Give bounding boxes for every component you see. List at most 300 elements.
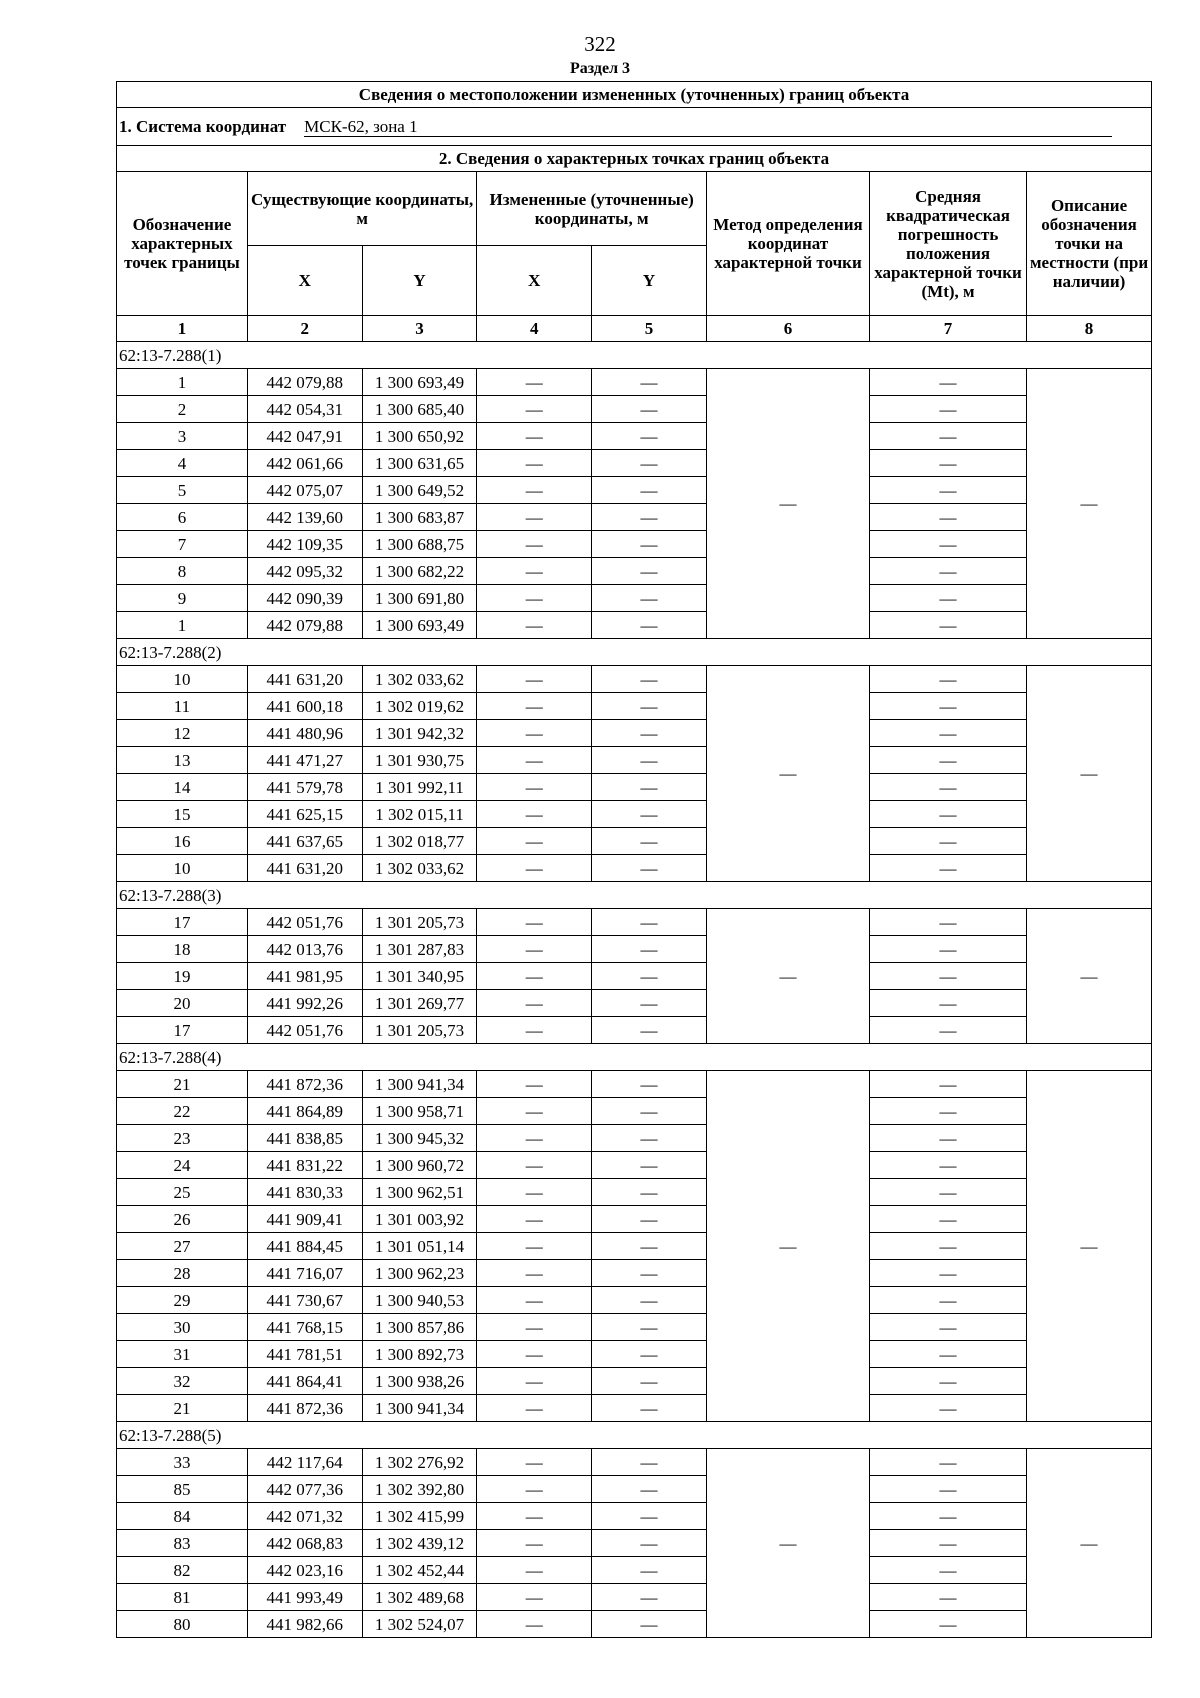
error-cell: —: [870, 1287, 1027, 1314]
table-row: [117, 1125, 1152, 1152]
existing-y: 1 302 019,62: [362, 693, 477, 720]
group-row: [117, 342, 1152, 369]
table-row: [117, 531, 1152, 558]
existing-y: 1 300 649,52: [362, 477, 477, 504]
table-row: [117, 504, 1152, 531]
changed-y: —: [592, 477, 707, 504]
existing-y: 1 300 631,65: [362, 450, 477, 477]
existing-y: 1 302 489,68: [362, 1584, 477, 1611]
existing-y: 1 301 942,32: [362, 720, 477, 747]
existing-y: 1 300 650,92: [362, 423, 477, 450]
error-cell: —: [870, 1368, 1027, 1395]
point-number: 6: [117, 504, 248, 531]
column-number: 5: [592, 316, 707, 342]
changed-x: —: [477, 1017, 592, 1044]
changed-y: —: [592, 1584, 707, 1611]
table-row: [117, 450, 1152, 477]
column-number: 8: [1027, 316, 1152, 342]
changed-x: —: [477, 369, 592, 396]
error-cell: —: [870, 1179, 1027, 1206]
point-number: 82: [117, 1557, 248, 1584]
point-number: 10: [117, 855, 248, 882]
changed-x: —: [477, 1584, 592, 1611]
point-number: 84: [117, 1503, 248, 1530]
changed-y: —: [592, 1341, 707, 1368]
error-cell: —: [870, 936, 1027, 963]
point-number: 1: [117, 369, 248, 396]
changed-x: —: [477, 909, 592, 936]
error-cell: —: [870, 585, 1027, 612]
column-number: 4: [477, 316, 592, 342]
changed-y: —: [592, 801, 707, 828]
error-cell: —: [870, 1071, 1027, 1098]
changed-y: —: [592, 423, 707, 450]
table-row: [117, 1017, 1152, 1044]
table-row: [117, 1476, 1152, 1503]
method-cell: —: [706, 369, 869, 639]
existing-x: 441 981,95: [247, 963, 362, 990]
table-row: [117, 1233, 1152, 1260]
error-cell: —: [870, 531, 1027, 558]
error-cell: —: [870, 396, 1027, 423]
existing-x: 441 864,89: [247, 1098, 362, 1125]
table-row: [117, 1341, 1152, 1368]
changed-x: —: [477, 1611, 592, 1638]
existing-y: 1 300 693,49: [362, 369, 477, 396]
existing-y: 1 300 688,75: [362, 531, 477, 558]
point-number: 2: [117, 396, 248, 423]
error-cell: —: [870, 1341, 1027, 1368]
description-cell: —: [1027, 1071, 1152, 1422]
existing-y: 1 302 439,12: [362, 1530, 477, 1557]
point-number: 20: [117, 990, 248, 1017]
changed-x: —: [477, 693, 592, 720]
point-number: 27: [117, 1233, 248, 1260]
error-cell: —: [870, 369, 1027, 396]
error-cell: —: [870, 1125, 1027, 1152]
changed-y: —: [592, 1098, 707, 1125]
changed-x: —: [477, 801, 592, 828]
point-number: 26: [117, 1206, 248, 1233]
changed-y: —: [592, 666, 707, 693]
table-row: [117, 1287, 1152, 1314]
existing-x: 442 079,88: [247, 369, 362, 396]
existing-x: 441 781,51: [247, 1341, 362, 1368]
changed-x: —: [477, 1125, 592, 1152]
point-number: 32: [117, 1368, 248, 1395]
existing-x: 442 054,31: [247, 396, 362, 423]
column-number: 2: [247, 316, 362, 342]
error-cell: —: [870, 1476, 1027, 1503]
changed-x: —: [477, 666, 592, 693]
group-name: 62:13-7.288(4): [117, 1044, 1152, 1071]
table-row: [117, 585, 1152, 612]
method-cell: —: [706, 1071, 869, 1422]
changed-x: —: [477, 477, 592, 504]
existing-x: 441 730,67: [247, 1287, 362, 1314]
existing-y: 1 300 940,53: [362, 1287, 477, 1314]
changed-y: —: [592, 1125, 707, 1152]
header-mean-square-error: Средняя квадратическая погрешность положения характерной точки (Mt), м: [870, 172, 1027, 316]
table-row: [117, 1503, 1152, 1530]
changed-x: —: [477, 1395, 592, 1422]
table-row: [117, 1179, 1152, 1206]
point-number: 9: [117, 585, 248, 612]
point-number: 11: [117, 693, 248, 720]
existing-y: 1 301 340,95: [362, 963, 477, 990]
header-existing-x: X: [247, 246, 362, 316]
point-number: 7: [117, 531, 248, 558]
existing-y: 1 300 945,32: [362, 1125, 477, 1152]
existing-y: 1 302 018,77: [362, 828, 477, 855]
page-number: 322: [584, 32, 616, 56]
table-row: [117, 1449, 1152, 1476]
changed-x: —: [477, 1098, 592, 1125]
table-row: [117, 477, 1152, 504]
description-cell: —: [1027, 369, 1152, 639]
existing-x: 441 993,49: [247, 1584, 362, 1611]
error-cell: —: [870, 1557, 1027, 1584]
changed-x: —: [477, 1368, 592, 1395]
header-designation: Обозначение характерных точек границы: [117, 172, 248, 316]
existing-x: 441 830,33: [247, 1179, 362, 1206]
existing-x: 442 075,07: [247, 477, 362, 504]
existing-y: 1 300 962,51: [362, 1179, 477, 1206]
existing-y: 1 300 685,40: [362, 396, 477, 423]
existing-x: 442 061,66: [247, 450, 362, 477]
point-number: 13: [117, 747, 248, 774]
changed-y: —: [592, 1179, 707, 1206]
changed-x: —: [477, 855, 592, 882]
changed-x: —: [477, 828, 592, 855]
column-number: 6: [706, 316, 869, 342]
error-cell: —: [870, 558, 1027, 585]
table-row: [117, 1584, 1152, 1611]
point-number: 8: [117, 558, 248, 585]
error-cell: —: [870, 774, 1027, 801]
header-changed-coordinates: Измененные (уточненные) координаты, м: [477, 172, 707, 246]
existing-x: 441 600,18: [247, 693, 362, 720]
error-cell: —: [870, 1260, 1027, 1287]
error-cell: —: [870, 963, 1027, 990]
existing-x: 442 077,36: [247, 1476, 362, 1503]
changed-y: —: [592, 720, 707, 747]
changed-y: —: [592, 1314, 707, 1341]
error-cell: —: [870, 1503, 1027, 1530]
changed-y: —: [592, 774, 707, 801]
existing-x: 442 079,88: [247, 612, 362, 639]
changed-x: —: [477, 1233, 592, 1260]
point-number: 31: [117, 1341, 248, 1368]
section-title: Раздел 3: [569, 60, 631, 77]
changed-x: —: [477, 1287, 592, 1314]
changed-y: —: [592, 990, 707, 1017]
existing-y: 1 302 415,99: [362, 1503, 477, 1530]
existing-y: 1 302 033,62: [362, 855, 477, 882]
changed-y: —: [592, 963, 707, 990]
changed-x: —: [477, 1152, 592, 1179]
changed-y: —: [592, 504, 707, 531]
changed-y: —: [592, 1260, 707, 1287]
error-cell: —: [870, 1233, 1027, 1260]
group-name: 62:13-7.288(5): [117, 1422, 1152, 1449]
point-number: 83: [117, 1530, 248, 1557]
existing-y: 1 302 524,07: [362, 1611, 477, 1638]
error-cell: —: [870, 1206, 1027, 1233]
group-row: [117, 1422, 1152, 1449]
existing-x: 441 579,78: [247, 774, 362, 801]
header-existing-y: Y: [362, 246, 477, 316]
changed-x: —: [477, 1503, 592, 1530]
existing-y: 1 301 269,77: [362, 990, 477, 1017]
point-number: 3: [117, 423, 248, 450]
existing-x: 442 013,76: [247, 936, 362, 963]
changed-y: —: [592, 369, 707, 396]
changed-y: —: [592, 1368, 707, 1395]
group-row: [117, 639, 1152, 666]
group-name: 62:13-7.288(2): [117, 639, 1152, 666]
error-cell: —: [870, 1530, 1027, 1557]
existing-y: 1 300 693,49: [362, 612, 477, 639]
point-number: 17: [117, 1017, 248, 1044]
description-cell: —: [1027, 666, 1152, 882]
changed-y: —: [592, 936, 707, 963]
error-cell: —: [870, 1584, 1027, 1611]
changed-y: —: [592, 1395, 707, 1422]
coordinate-system-row: [117, 108, 1152, 146]
error-cell: —: [870, 747, 1027, 774]
existing-x: 441 872,36: [247, 1395, 362, 1422]
table-row: [117, 1368, 1152, 1395]
changed-y: —: [592, 1476, 707, 1503]
existing-y: 1 301 003,92: [362, 1206, 477, 1233]
changed-x: —: [477, 396, 592, 423]
changed-x: —: [477, 558, 592, 585]
changed-x: —: [477, 450, 592, 477]
changed-y: —: [592, 396, 707, 423]
existing-x: 441 716,07: [247, 1260, 362, 1287]
column-number: 1: [117, 316, 248, 342]
changed-y: —: [592, 612, 707, 639]
existing-y: 1 300 691,80: [362, 585, 477, 612]
point-number: 28: [117, 1260, 248, 1287]
table-row: [117, 909, 1152, 936]
error-cell: —: [870, 1314, 1027, 1341]
changed-x: —: [477, 531, 592, 558]
changed-x: —: [477, 504, 592, 531]
table-row: [117, 1314, 1152, 1341]
header-changed-y: Y: [592, 246, 707, 316]
table-row: [117, 1206, 1152, 1233]
group-name: 62:13-7.288(1): [117, 342, 1152, 369]
existing-x: 441 625,15: [247, 801, 362, 828]
changed-x: —: [477, 774, 592, 801]
table-row: [117, 774, 1152, 801]
existing-y: 1 300 938,26: [362, 1368, 477, 1395]
existing-x: 441 631,20: [247, 855, 362, 882]
error-cell: —: [870, 423, 1027, 450]
table-row: [117, 747, 1152, 774]
existing-y: 1 300 892,73: [362, 1341, 477, 1368]
existing-y: 1 302 033,62: [362, 666, 477, 693]
existing-x: 441 480,96: [247, 720, 362, 747]
changed-x: —: [477, 1260, 592, 1287]
existing-x: 442 117,64: [247, 1449, 362, 1476]
existing-x: 442 139,60: [247, 504, 362, 531]
boundary-points-table: [116, 81, 1152, 1638]
error-cell: —: [870, 909, 1027, 936]
point-number: 5: [117, 477, 248, 504]
existing-x: 441 864,41: [247, 1368, 362, 1395]
existing-y: 1 300 683,87: [362, 504, 477, 531]
changed-y: —: [592, 1449, 707, 1476]
changed-x: —: [477, 1557, 592, 1584]
changed-y: —: [592, 1611, 707, 1638]
table-row: [117, 1071, 1152, 1098]
table-row: [117, 1530, 1152, 1557]
changed-y: —: [592, 1530, 707, 1557]
point-number: 12: [117, 720, 248, 747]
existing-y: 1 302 276,92: [362, 1449, 477, 1476]
table-row: [117, 828, 1152, 855]
error-cell: —: [870, 801, 1027, 828]
existing-y: 1 301 930,75: [362, 747, 477, 774]
error-cell: —: [870, 990, 1027, 1017]
point-number: 29: [117, 1287, 248, 1314]
existing-x: 441 992,26: [247, 990, 362, 1017]
changed-x: —: [477, 1476, 592, 1503]
changed-y: —: [592, 855, 707, 882]
changed-x: —: [477, 612, 592, 639]
error-cell: —: [870, 1098, 1027, 1125]
point-number: 21: [117, 1395, 248, 1422]
point-number: 17: [117, 909, 248, 936]
changed-x: —: [477, 423, 592, 450]
existing-x: 441 838,85: [247, 1125, 362, 1152]
changed-y: —: [592, 1287, 707, 1314]
header-changed-x: X: [477, 246, 592, 316]
method-cell: —: [706, 1449, 869, 1638]
changed-y: —: [592, 1557, 707, 1584]
error-cell: —: [870, 828, 1027, 855]
changed-y: —: [592, 531, 707, 558]
existing-x: 441 637,65: [247, 828, 362, 855]
existing-x: 442 047,91: [247, 423, 362, 450]
point-number: 14: [117, 774, 248, 801]
table-row: [117, 369, 1152, 396]
changed-y: —: [592, 450, 707, 477]
changed-x: —: [477, 747, 592, 774]
error-cell: —: [870, 504, 1027, 531]
existing-x: 442 051,76: [247, 909, 362, 936]
existing-x: 441 471,27: [247, 747, 362, 774]
table-row: [117, 936, 1152, 963]
error-cell: —: [870, 1152, 1027, 1179]
changed-y: —: [592, 1233, 707, 1260]
changed-x: —: [477, 585, 592, 612]
error-cell: —: [870, 666, 1027, 693]
header-existing-coordinates: Существующие координаты, м: [247, 172, 477, 246]
changed-x: —: [477, 720, 592, 747]
table-row: [117, 1611, 1152, 1638]
existing-x: 441 631,20: [247, 666, 362, 693]
changed-y: —: [592, 1503, 707, 1530]
error-cell: —: [870, 612, 1027, 639]
table-row: [117, 1098, 1152, 1125]
changed-y: —: [592, 909, 707, 936]
existing-y: 1 302 452,44: [362, 1557, 477, 1584]
existing-x: 442 051,76: [247, 1017, 362, 1044]
existing-y: 1 300 941,34: [362, 1395, 477, 1422]
existing-x: 441 909,41: [247, 1206, 362, 1233]
points-section-title: 2. Сведения о характерных точках границ объекта: [117, 146, 1152, 172]
changed-y: —: [592, 1017, 707, 1044]
changed-x: —: [477, 1206, 592, 1233]
existing-x: 442 095,32: [247, 558, 362, 585]
point-number: 80: [117, 1611, 248, 1638]
coordinate-system-label: 1. Система координат: [119, 116, 287, 136]
table-row: [117, 990, 1152, 1017]
group-row: [117, 882, 1152, 909]
point-number: 24: [117, 1152, 248, 1179]
description-cell: —: [1027, 1449, 1152, 1638]
table-row: [117, 558, 1152, 585]
changed-x: —: [477, 1449, 592, 1476]
point-number: 19: [117, 963, 248, 990]
changed-x: —: [477, 1530, 592, 1557]
point-number: 21: [117, 1071, 248, 1098]
existing-y: 1 300 857,86: [362, 1314, 477, 1341]
changed-x: —: [477, 990, 592, 1017]
group-name: 62:13-7.288(3): [117, 882, 1152, 909]
changed-x: —: [477, 1179, 592, 1206]
changed-x: —: [477, 1071, 592, 1098]
existing-y: 1 301 205,73: [362, 909, 477, 936]
existing-y: 1 301 287,83: [362, 936, 477, 963]
table-row: [117, 855, 1152, 882]
point-number: 22: [117, 1098, 248, 1125]
point-number: 10: [117, 666, 248, 693]
existing-x: 442 109,35: [247, 531, 362, 558]
table-row: [117, 423, 1152, 450]
point-number: 81: [117, 1584, 248, 1611]
table-row: [117, 1152, 1152, 1179]
existing-y: 1 301 051,14: [362, 1233, 477, 1260]
method-cell: —: [706, 909, 869, 1044]
error-cell: —: [870, 477, 1027, 504]
table-title: Сведения о местоположении измененных (уточненных) границ объекта: [117, 82, 1152, 108]
existing-y: 1 300 962,23: [362, 1260, 477, 1287]
error-cell: —: [870, 693, 1027, 720]
table-row: [117, 1260, 1152, 1287]
existing-x: 441 884,45: [247, 1233, 362, 1260]
group-row: [117, 1044, 1152, 1071]
error-cell: —: [870, 855, 1027, 882]
table-row: [117, 963, 1152, 990]
existing-x: 442 023,16: [247, 1557, 362, 1584]
changed-x: —: [477, 1314, 592, 1341]
existing-y: 1 302 392,80: [362, 1476, 477, 1503]
table-row: [117, 801, 1152, 828]
existing-y: 1 302 015,11: [362, 801, 477, 828]
existing-x: 441 982,66: [247, 1611, 362, 1638]
point-number: 23: [117, 1125, 248, 1152]
changed-x: —: [477, 1341, 592, 1368]
changed-y: —: [592, 1152, 707, 1179]
error-cell: —: [870, 1395, 1027, 1422]
point-number: 18: [117, 936, 248, 963]
error-cell: —: [870, 720, 1027, 747]
